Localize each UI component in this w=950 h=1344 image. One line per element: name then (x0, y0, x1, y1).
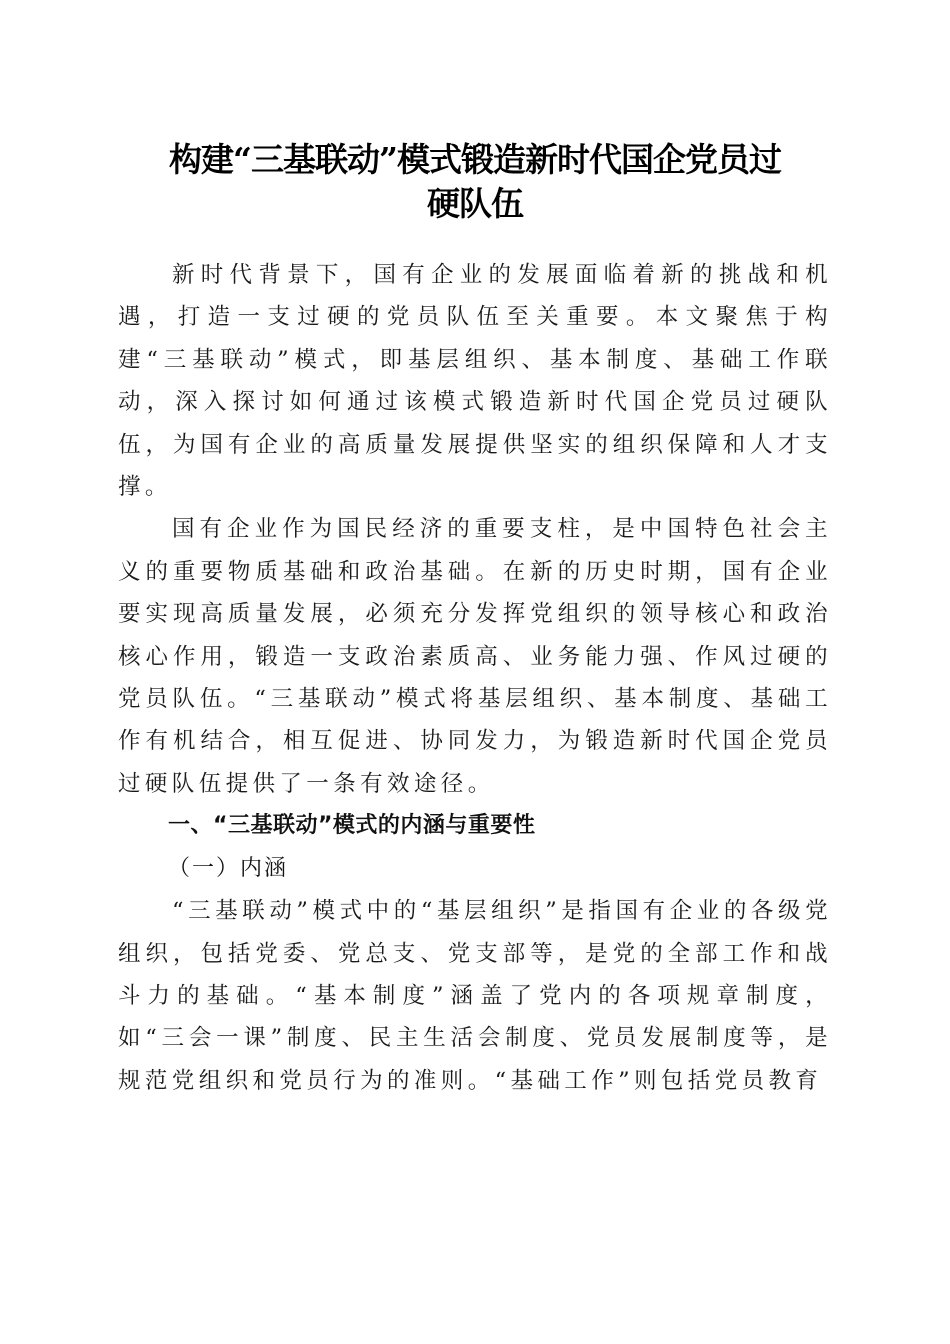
title-line-2: 硬队伍 (427, 184, 523, 223)
paragraph-intro: 新时代背景下，国有企业的发展面临着新的挑战和机遇，打造一支过硬的党员队伍至关重要。本文聚焦于构建“三基联动”模式，即基层组织、基本制度、基础工作联动，深入探讨如何通过该模式锻造新时代国企党员过硬队伍，为国有企业的高质量发展提供坚实的组织保障和人才支撑。 (118, 262, 832, 501)
document-title (118, 138, 832, 226)
paragraph-background: 国有企业作为国民经济的重要支柱，是中国特色社会主义的重要物质基础和政治基础。在新的历史时期，国有企业要实现高质量发展，必须充分发挥党组织的领导核心和政治核心作用，锻造一支政治素质高、业务能力强、作风过硬的党员队伍。“三基联动”模式将基层组织、基本制度、基础工作有机结合，相互促进、协同发力，为锻造新时代国企党员过硬队伍提供了一条有效途径。 (118, 516, 832, 797)
subsection-heading-1: （一）内涵 (168, 855, 289, 881)
document-body (118, 254, 832, 1102)
paragraph-connotation: “三基联动”模式中的“基层组织”是指国有企业的各级党组织，包括党委、党总支、党支部等，是党的全部工作和战斗力的基础。“基本制度”涵盖了党内的各项规章制度，如“三会一课”制度、民主生活会制度、党员发展制度等，是规范党组织和党员行为的准则。“基础工作”则包括党员教育 (118, 898, 832, 1094)
section-heading-1: 一、“三基联动”模式的内涵与重要性 (168, 813, 536, 839)
title-line-1: 构建“三基联动”模式锻造新时代国企党员过 (169, 140, 781, 179)
